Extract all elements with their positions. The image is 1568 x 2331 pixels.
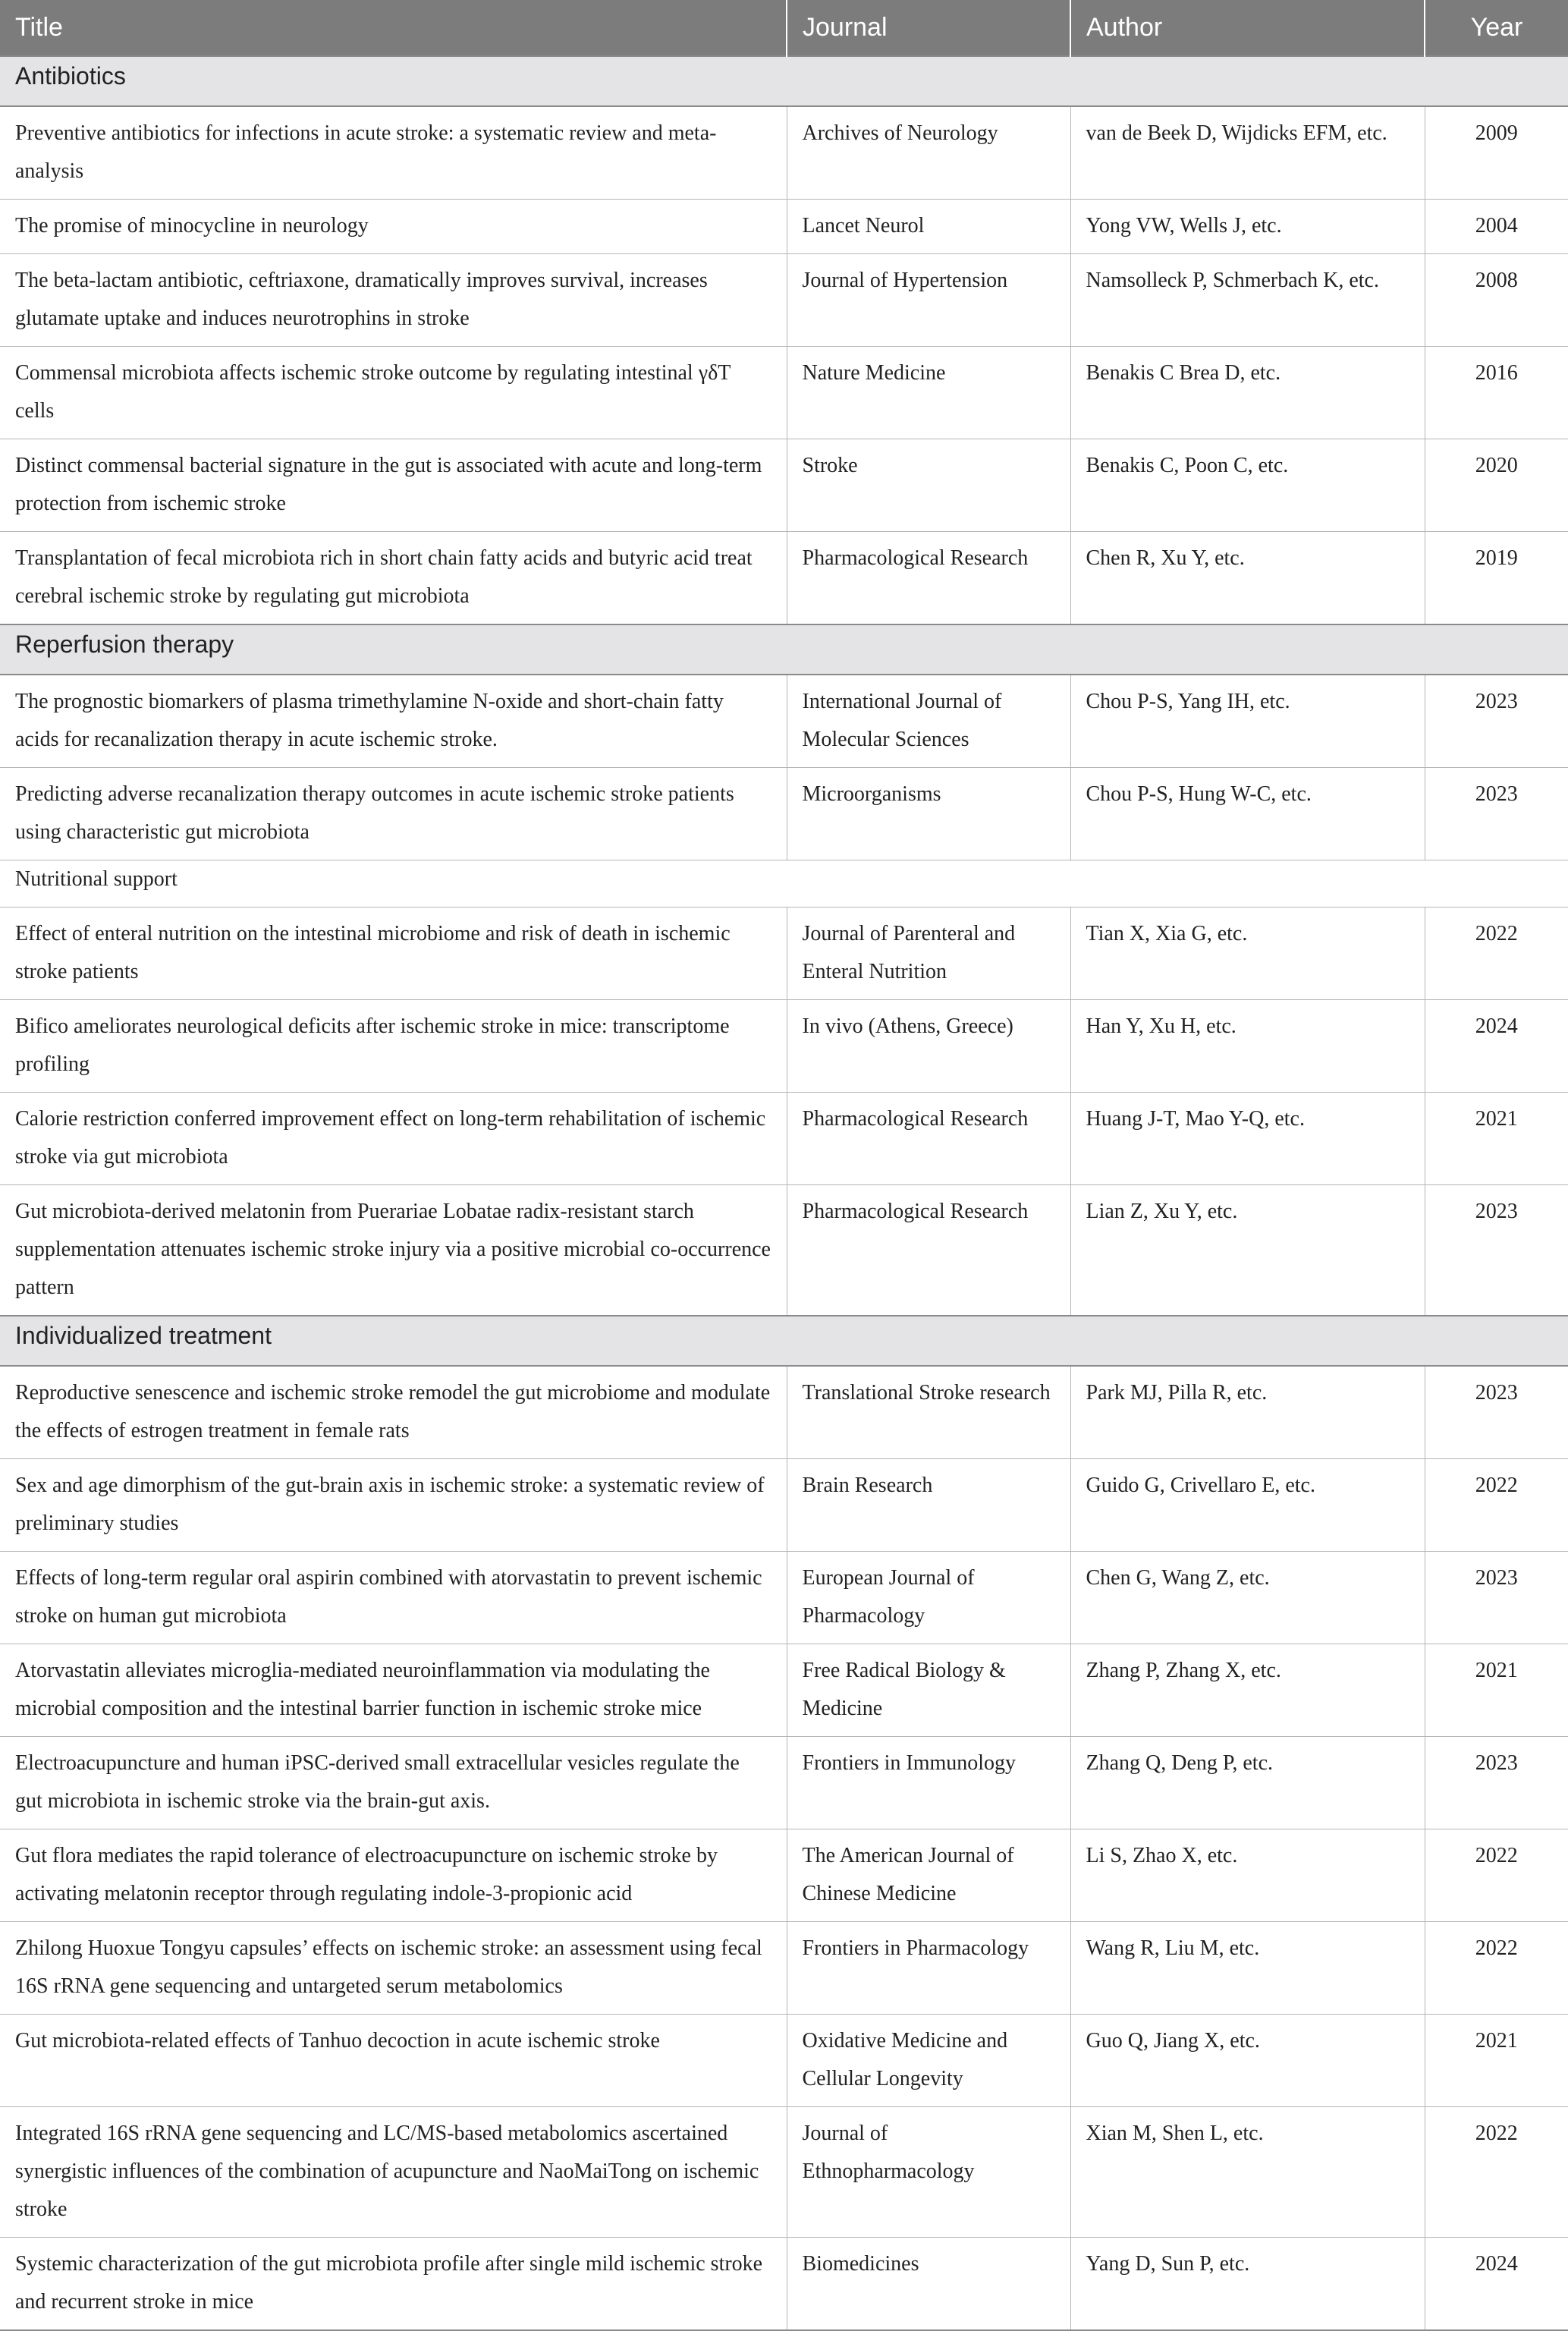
cell-year: 2022 — [1425, 1829, 1568, 1922]
cell-year: 2008 — [1425, 254, 1568, 347]
cell-author: van de Beek D, Wijdicks EFM, etc. — [1070, 106, 1425, 200]
cell-author: Han Y, Xu H, etc. — [1070, 1000, 1425, 1093]
cell-author: Benakis C, Poon C, etc. — [1070, 439, 1425, 532]
table-row — [0, 439, 1568, 532]
table-row — [0, 1644, 1568, 1737]
cell-year: 2021 — [1425, 2015, 1568, 2107]
table-row — [0, 2107, 1568, 2238]
table-row — [0, 532, 1568, 625]
cell-author: Chen R, Xu Y, etc. — [1070, 532, 1425, 625]
cell-author: Li S, Zhao X, etc. — [1070, 1829, 1425, 1922]
cell-year: 2021 — [1425, 1644, 1568, 1737]
table-row — [0, 1093, 1568, 1185]
table-row — [0, 2015, 1568, 2107]
cell-year: 2023 — [1425, 1552, 1568, 1644]
table-row — [0, 347, 1568, 439]
cell-journal: Archives of Neurology — [787, 106, 1070, 200]
cell-author: Guo Q, Jiang X, etc. — [1070, 2015, 1425, 2107]
cell-year: 2021 — [1425, 1093, 1568, 1185]
cell-journal: Stroke — [787, 439, 1070, 532]
table-row — [0, 768, 1568, 860]
cell-journal: Nature Medicine — [787, 347, 1070, 439]
cell-journal: Frontiers in Pharmacology — [787, 1922, 1070, 2015]
header-author: Author — [1070, 0, 1425, 56]
table-row — [0, 2238, 1568, 2331]
cell-journal: Lancet Neurol — [787, 200, 1070, 254]
cell-author: Chou P-S, Yang IH, etc. — [1070, 675, 1425, 768]
cell-title: Zhilong Huoxue Tongyu capsules’ effects on ischemic stroke: an assessment using fecal 16S rRNA gene sequencing and untargeted serum metabolomics — [0, 1922, 787, 2015]
header-year: Year — [1425, 0, 1568, 56]
cell-author: Guido G, Crivellaro E, etc. — [1070, 1459, 1425, 1552]
cell-journal: Pharmacological Research — [787, 532, 1070, 625]
cell-author: Chou P-S, Hung W-C, etc. — [1070, 768, 1425, 860]
cell-title: Integrated 16S rRNA gene sequencing and LC/MS-based metabolomics ascertained synergistic influences of the combination of acupuncture and NaoMaiTong on ischemic stroke — [0, 2107, 787, 2238]
table-header — [0, 0, 1568, 56]
header-journal: Journal — [787, 0, 1070, 56]
section-label: Individualized treatment — [0, 1316, 1568, 1366]
cell-journal: Pharmacological Research — [787, 1093, 1070, 1185]
cell-year: 2004 — [1425, 200, 1568, 254]
cell-title: Bifico ameliorates neurological deficits after ischemic stroke in mice: transcriptome profiling — [0, 1000, 787, 1093]
table-row — [0, 1829, 1568, 1922]
cell-title: Gut microbiota-derived melatonin from Puerariae Lobatae radix-resistant starch supplementation attenuates ischemic stroke injury via a positive microbial co-occurrence pattern — [0, 1185, 787, 1316]
cell-journal: Oxidative Medicine and Cellular Longevity — [787, 2015, 1070, 2107]
cell-journal: Brain Research — [787, 1459, 1070, 1552]
cell-title: Gut flora mediates the rapid tolerance of electroacupuncture on ischemic stroke by activating melatonin receptor through regulating indole-3-propionic acid — [0, 1829, 787, 1922]
cell-year: 2023 — [1425, 768, 1568, 860]
cell-year: 2022 — [1425, 1459, 1568, 1552]
section-label: Nutritional support — [0, 860, 1568, 908]
cell-author: Benakis C Brea D, etc. — [1070, 347, 1425, 439]
cell-journal: Microorganisms — [787, 768, 1070, 860]
cell-title: The promise of minocycline in neurology — [0, 200, 787, 254]
cell-title: Reproductive senescence and ischemic stroke remodel the gut microbiome and modulate the effects of estrogen treatment in female rats — [0, 1366, 787, 1459]
table-row — [0, 675, 1568, 768]
cell-title: Calorie restriction conferred improvement effect on long-term rehabilitation of ischemic stroke via gut microbiota — [0, 1093, 787, 1185]
table-row — [0, 1185, 1568, 1316]
section-row — [0, 860, 1568, 908]
cell-title: Transplantation of fecal microbiota rich in short chain fatty acids and butyric acid treat cerebral ischemic stroke by regulating gut microbiota — [0, 532, 787, 625]
table-row — [0, 1000, 1568, 1093]
cell-title: Distinct commensal bacterial signature in the gut is associated with acute and long-term protection from ischemic stroke — [0, 439, 787, 532]
cell-author: Huang J-T, Mao Y-Q, etc. — [1070, 1093, 1425, 1185]
section-row — [0, 56, 1568, 106]
cell-year: 2023 — [1425, 1185, 1568, 1316]
cell-journal: Biomedicines — [787, 2238, 1070, 2331]
cell-title: Electroacupuncture and human iPSC-derived small extracellular vesicles regulate the gut microbiota in ischemic stroke via the brain-gut axis. — [0, 1737, 787, 1829]
cell-journal: The American Journal of Chinese Medicine — [787, 1829, 1070, 1922]
table-row — [0, 908, 1568, 1000]
cell-title: Predicting adverse recanalization therapy outcomes in acute ischemic stroke patients using characteristic gut microbiota — [0, 768, 787, 860]
cell-title: Preventive antibiotics for infections in acute stroke: a systematic review and meta-analysis — [0, 106, 787, 200]
cell-author: Park MJ, Pilla R, etc. — [1070, 1366, 1425, 1459]
cell-year: 2023 — [1425, 1366, 1568, 1459]
table-row — [0, 106, 1568, 200]
cell-journal: Free Radical Biology & Medicine — [787, 1644, 1070, 1737]
cell-year: 2016 — [1425, 347, 1568, 439]
table-row — [0, 1922, 1568, 2015]
table-row — [0, 200, 1568, 254]
cell-author: Xian M, Shen L, etc. — [1070, 2107, 1425, 2238]
cell-journal: Journal of Hypertension — [787, 254, 1070, 347]
cell-author: Yang D, Sun P, etc. — [1070, 2238, 1425, 2331]
cell-journal: Frontiers in Immunology — [787, 1737, 1070, 1829]
cell-year: 2023 — [1425, 1737, 1568, 1829]
cell-author: Lian Z, Xu Y, etc. — [1070, 1185, 1425, 1316]
cell-year: 2022 — [1425, 2107, 1568, 2238]
cell-title: Sex and age dimorphism of the gut-brain axis in ischemic stroke: a systematic review of preliminary studies — [0, 1459, 787, 1552]
cell-title: Gut microbiota-related effects of Tanhuo decoction in acute ischemic stroke — [0, 2015, 787, 2107]
cell-journal: Translational Stroke research — [787, 1366, 1070, 1459]
cell-year: 2019 — [1425, 532, 1568, 625]
cell-author: Yong VW, Wells J, etc. — [1070, 200, 1425, 254]
cell-author: Zhang P, Zhang X, etc. — [1070, 1644, 1425, 1737]
cell-journal: In vivo (Athens, Greece) — [787, 1000, 1070, 1093]
cell-journal: International Journal of Molecular Sciences — [787, 675, 1070, 768]
cell-year: 2024 — [1425, 1000, 1568, 1093]
cell-journal: Journal of Ethnopharmacology — [787, 2107, 1070, 2238]
cell-year: 2022 — [1425, 908, 1568, 1000]
cell-year: 2024 — [1425, 2238, 1568, 2331]
section-row — [0, 1316, 1568, 1366]
cell-year: 2023 — [1425, 675, 1568, 768]
cell-title: Effects of long-term regular oral aspirin combined with atorvastatin to prevent ischemic stroke on human gut microbiota — [0, 1552, 787, 1644]
cell-title: Systemic characterization of the gut microbiota profile after single mild ischemic stroke and recurrent stroke in mice — [0, 2238, 787, 2331]
cell-author: Wang R, Liu M, etc. — [1070, 1922, 1425, 2015]
cell-author: Tian X, Xia G, etc. — [1070, 908, 1425, 1000]
header-row — [0, 0, 1568, 56]
cell-journal: Pharmacological Research — [787, 1185, 1070, 1316]
cell-year: 2022 — [1425, 1922, 1568, 2015]
table-row — [0, 1737, 1568, 1829]
cell-year: 2009 — [1425, 106, 1568, 200]
cell-journal: Journal of Parenteral and Enteral Nutrition — [787, 908, 1070, 1000]
table-row — [0, 254, 1568, 347]
cell-title: Atorvastatin alleviates microglia-mediated neuroinflammation via modulating the microbial composition and the intestinal barrier function in ischemic stroke mice — [0, 1644, 787, 1737]
cell-journal: European Journal of Pharmacology — [787, 1552, 1070, 1644]
cell-title: The beta-lactam antibiotic, ceftriaxone, dramatically improves survival, increases glutamate uptake and induces neurotrophins in stroke — [0, 254, 787, 347]
cell-author: Namsolleck P, Schmerbach K, etc. — [1070, 254, 1425, 347]
section-label: Reperfusion therapy — [0, 624, 1568, 675]
table-row — [0, 1552, 1568, 1644]
cell-title: Effect of enteral nutrition on the intestinal microbiome and risk of death in ischemic stroke patients — [0, 908, 787, 1000]
header-title: Title — [0, 0, 787, 56]
cell-title: The prognostic biomarkers of plasma trimethylamine N-oxide and short-chain fatty acids for recanalization therapy in acute ischemic stroke. — [0, 675, 787, 768]
cell-author: Chen G, Wang Z, etc. — [1070, 1552, 1425, 1644]
cell-author: Zhang Q, Deng P, etc. — [1070, 1737, 1425, 1829]
cell-year: 2020 — [1425, 439, 1568, 532]
table-row — [0, 1366, 1568, 1459]
section-row — [0, 624, 1568, 675]
table-body — [0, 56, 1568, 2330]
cell-title: Commensal microbiota affects ischemic stroke outcome by regulating intestinal γδT cells — [0, 347, 787, 439]
section-label: Antibiotics — [0, 56, 1568, 106]
table-row — [0, 1459, 1568, 1552]
